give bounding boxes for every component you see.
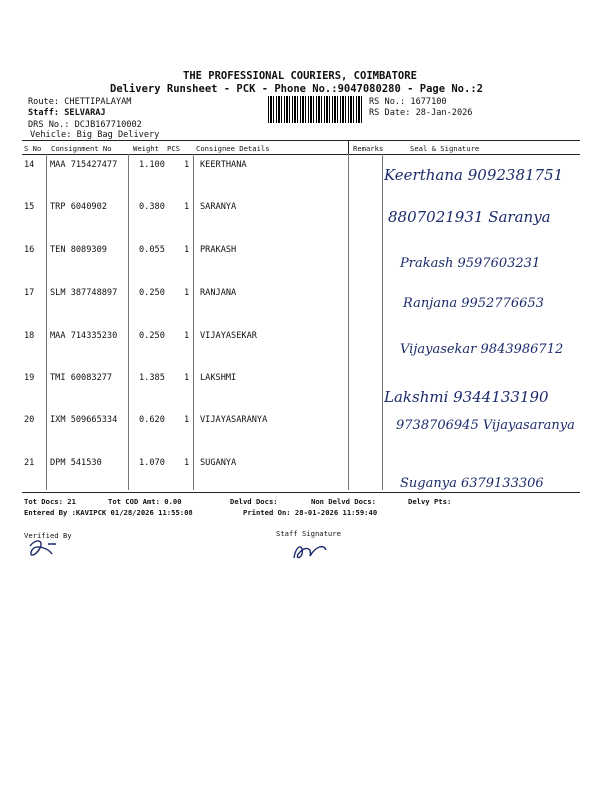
row-consignment: TEN 8089309 bbox=[50, 245, 107, 255]
route-label: Route: CHETTIPALAYAM bbox=[28, 97, 132, 107]
row-pcs: 1 bbox=[184, 245, 190, 255]
row-consignee: RANJANA bbox=[200, 288, 237, 298]
signature-handwriting: Prakash 9597603231 bbox=[400, 256, 541, 271]
rs-date-label: RS Date: 28-Jan-2026 bbox=[369, 108, 473, 118]
col-divider bbox=[382, 154, 383, 490]
row-consignment: DPM 541530 bbox=[50, 458, 102, 468]
row-weight: 1.070 bbox=[139, 458, 165, 468]
row-consignment: IXM 509665334 bbox=[50, 415, 118, 425]
runsheet-title: Delivery Runsheet - PCK - Phone No.:9047080280 - Page No.:2 bbox=[110, 83, 483, 95]
row-weight: 1.100 bbox=[139, 160, 165, 170]
row-pcs: 1 bbox=[184, 202, 190, 212]
col-seal-signature: Seal & Signature bbox=[410, 144, 480, 153]
col-consignee: Consignee Details bbox=[196, 144, 270, 153]
entered-by: Entered By :KAVIPCK 01/28/2026 11:55:08 bbox=[24, 508, 193, 517]
row-pcs: 1 bbox=[184, 288, 190, 298]
row-consignee: LAKSHMI bbox=[200, 373, 237, 383]
col-weight: Weight bbox=[133, 144, 159, 153]
barcode-image bbox=[268, 96, 363, 123]
signature-handwriting: Lakshmi 9344133190 bbox=[384, 388, 549, 406]
signature-handwriting: 8807021931 Saranya bbox=[388, 208, 551, 226]
signature-handwriting: Keerthana 9092381751 bbox=[384, 166, 564, 184]
remarks-divider bbox=[348, 140, 349, 155]
row-consignment: MAA 715427477 bbox=[50, 160, 118, 170]
table-header-border bbox=[22, 154, 580, 155]
row-consignment: MAA 714335230 bbox=[50, 331, 118, 341]
row-sno: 16 bbox=[24, 245, 35, 255]
row-consignment: TMI 60083277 bbox=[50, 373, 113, 383]
row-weight: 0.620 bbox=[139, 415, 165, 425]
vehicle-label: Vehicle: Big Bag Delivery bbox=[30, 130, 160, 140]
signature-handwriting: 9738706945 Vijayasaranya bbox=[396, 418, 575, 433]
col-remarks: Remarks bbox=[353, 144, 384, 153]
col-consignment: Consignment No bbox=[51, 144, 112, 153]
row-sno: 17 bbox=[24, 288, 35, 298]
col-sno: S No bbox=[24, 144, 42, 153]
row-weight: 0.055 bbox=[139, 245, 165, 255]
non-delvd-docs: Non Delvd Docs: bbox=[311, 497, 376, 506]
col-pcs: PCS bbox=[167, 144, 180, 153]
verified-by-label: Verified By bbox=[24, 531, 72, 540]
row-weight: 0.380 bbox=[139, 202, 165, 212]
staff-signature-icon bbox=[290, 538, 336, 564]
tot-docs: Tot Docs: 21 bbox=[24, 497, 76, 506]
signature-handwriting: Suganya 6379133306 bbox=[400, 476, 544, 491]
row-pcs: 1 bbox=[184, 331, 190, 341]
table-bottom-border bbox=[22, 492, 580, 493]
row-consignee: VIJAYASARANYA bbox=[200, 415, 268, 425]
row-sno: 19 bbox=[24, 373, 35, 383]
row-weight: 0.250 bbox=[139, 331, 165, 341]
row-pcs: 1 bbox=[184, 373, 190, 383]
verifier-signature-icon bbox=[26, 536, 78, 562]
row-consignee: SUGANYA bbox=[200, 458, 237, 468]
table-top-border bbox=[22, 140, 580, 141]
printed-on: Printed On: 28-01-2026 11:59:40 bbox=[243, 508, 378, 517]
row-consignment: TRP 6040902 bbox=[50, 202, 107, 212]
row-consignee: SARANYA bbox=[200, 202, 237, 212]
tot-cod-amt: Tot COD Amt: 0.00 bbox=[108, 497, 182, 506]
row-consignee: KEERTHANA bbox=[200, 160, 247, 170]
row-sno: 21 bbox=[24, 458, 35, 468]
col-divider bbox=[128, 154, 129, 490]
row-pcs: 1 bbox=[184, 160, 190, 170]
row-weight: 1.385 bbox=[139, 373, 165, 383]
row-consignment: SLM 387748897 bbox=[50, 288, 118, 298]
signature-handwriting: Ranjana 9952776653 bbox=[403, 296, 544, 311]
row-consignee: VIJAYASEKAR bbox=[200, 331, 257, 341]
row-consignee: PRAKASH bbox=[200, 245, 237, 255]
delvy-pts: Delvy Pts: bbox=[408, 497, 452, 506]
col-divider bbox=[193, 154, 194, 490]
row-sno: 20 bbox=[24, 415, 35, 425]
row-weight: 0.250 bbox=[139, 288, 165, 298]
signature-handwriting: Vijayasekar 9843986712 bbox=[400, 342, 564, 357]
row-pcs: 1 bbox=[184, 458, 190, 468]
staff-label: Staff: SELVARAJ bbox=[28, 108, 106, 118]
row-sno: 15 bbox=[24, 202, 35, 212]
row-sno: 18 bbox=[24, 331, 35, 341]
row-sno: 14 bbox=[24, 160, 35, 170]
delvd-docs: Delvd Docs: bbox=[230, 497, 278, 506]
rs-no-label: RS No.: 1677100 bbox=[369, 97, 447, 107]
col-divider bbox=[46, 154, 47, 490]
row-pcs: 1 bbox=[184, 415, 190, 425]
drs-label: DRS No.: DCJB167710002 bbox=[28, 120, 142, 130]
company-title: THE PROFESSIONAL COURIERS, COIMBATORE bbox=[183, 70, 417, 82]
staff-signature-label: Staff Signature bbox=[276, 529, 341, 538]
col-divider bbox=[348, 154, 349, 490]
